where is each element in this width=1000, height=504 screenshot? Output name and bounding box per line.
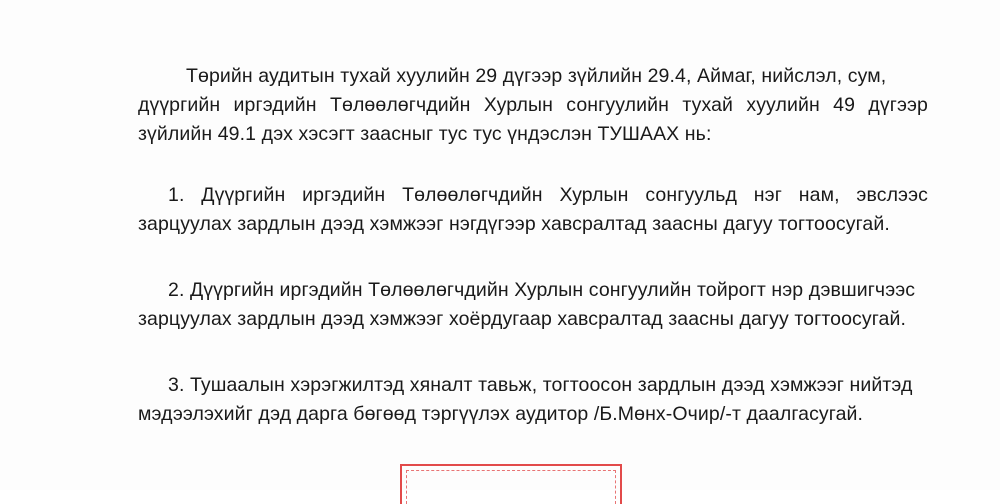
order-item-1 — [138, 181, 928, 239]
order-item-1-line-2: зарцуулах зардлын дээд хэмжээг нэгдүгээр хавсралтад заасны дагуу тогтоосугай. — [138, 213, 890, 235]
order-item-3-line-1: 3. Тушаалын хэрэгжилтэд хяналт тавьж, тогтоосон зардлын дээд хэмжээг нийтэд — [168, 374, 913, 396]
order-item-1-line-1: 1. Дүүргийн иргэдийн Төлөөлөгчдийн Хурлын сонгуульд нэг нам, эвслээс — [168, 184, 928, 206]
intro-paragraph — [138, 62, 928, 149]
intro-line-1: Төрийн аудитын тухай хуулийн 29 дүгээр зүйлийн 29.4, Аймаг, нийслэл, сум, — [186, 65, 887, 87]
intro-line-2: дүүргийн иргэдийн Төлөөлөгчдийн Хурлын сонгуулийн тухай хуулийн 49 дүгээр — [138, 94, 928, 116]
order-item-2-line-2: зарцуулах зардлын дээд хэмжээг хоёрдугаар хавсралтад заасны дагуу тогтоосугай. — [138, 308, 906, 330]
order-item-2-line-1: 2. Дүүргийн иргэдийн Төлөөлөгчдийн Хурлын сонгуулийн тойрогт нэр дэвшигчээс — [168, 279, 916, 301]
official-stamp — [400, 464, 622, 504]
intro-line-3: зүйлийн 49.1 дэх хэсэгт заасныг тус тус үндэслэн ТУШААХ нь: — [138, 123, 712, 145]
order-item-3-line-2: мэдээлэхийг дэд дарга бөгөөд тэргүүлэх аудитор /Б.Мөнх-Очир/-т даалгасугай. — [138, 403, 864, 425]
order-item-2 — [138, 276, 928, 334]
order-item-3 — [138, 371, 928, 429]
